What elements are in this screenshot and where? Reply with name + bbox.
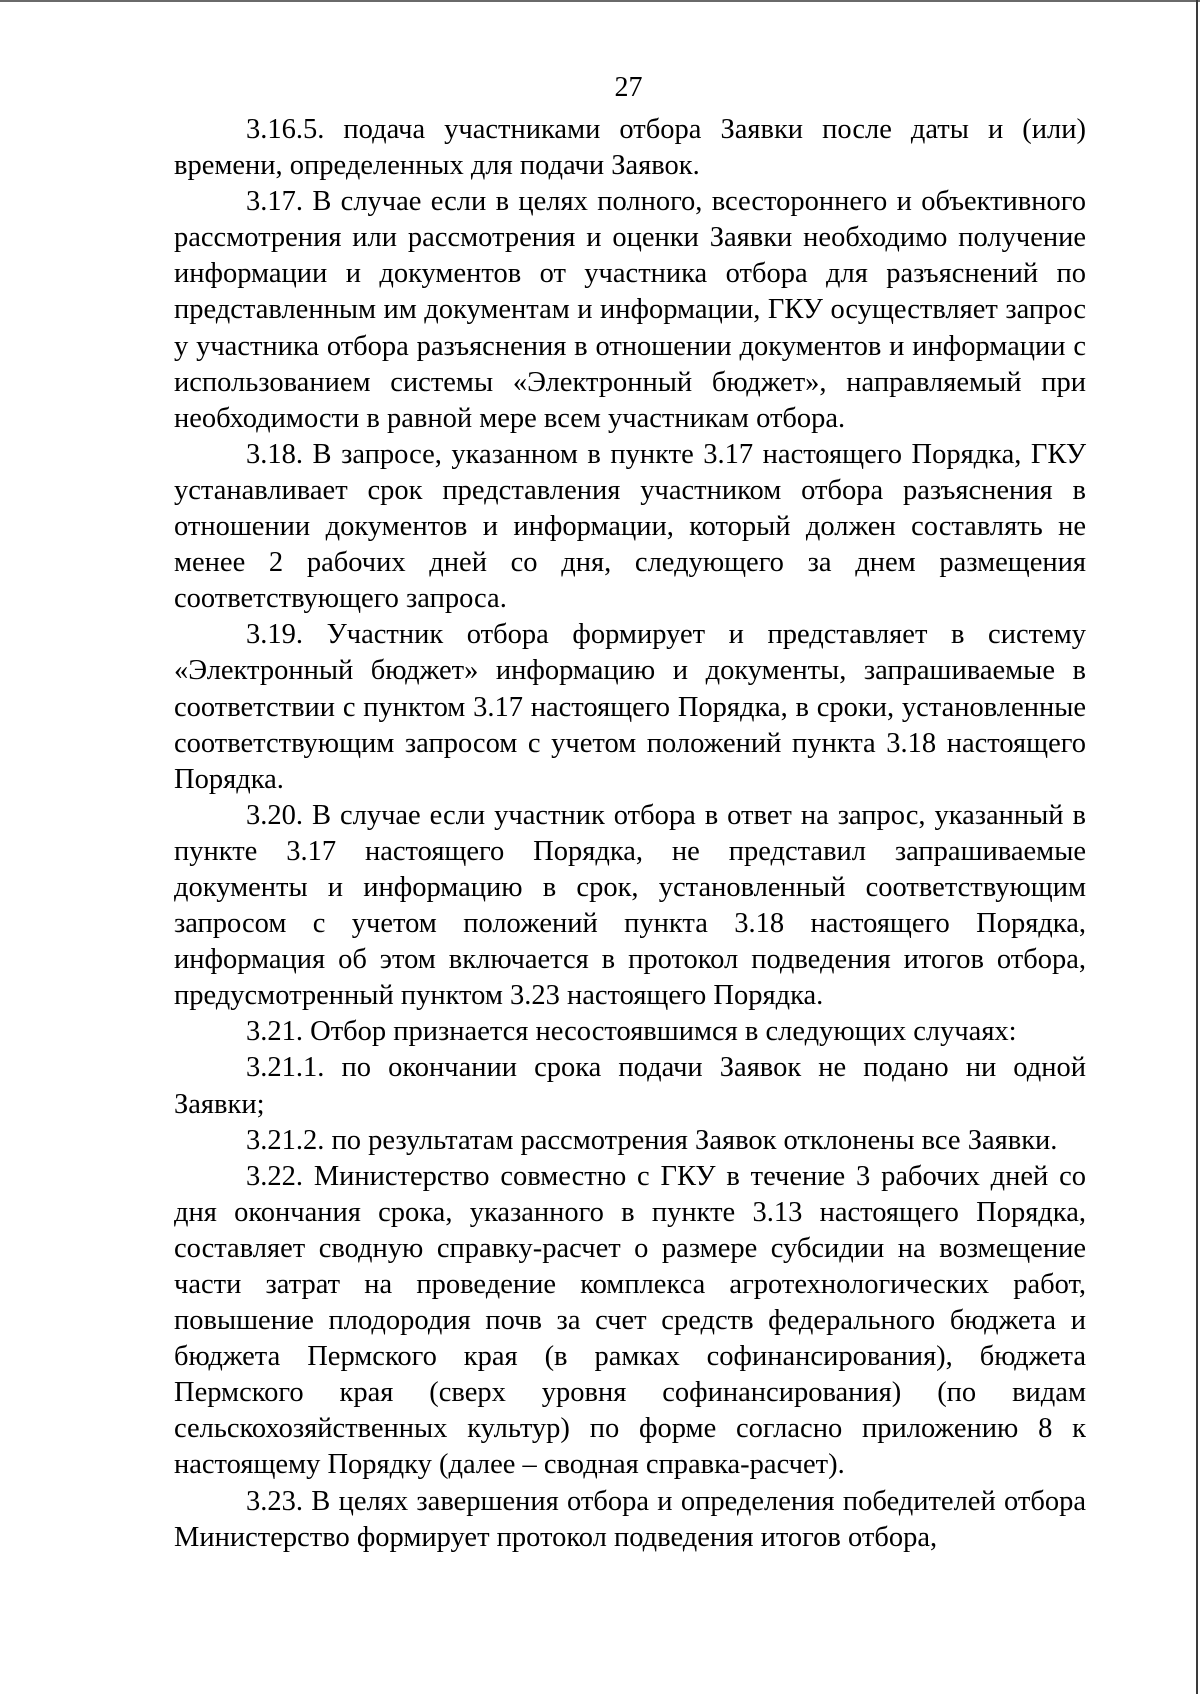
paragraph-3-18: 3.18. В запросе, указанном в пункте 3.17 настоящего Порядка, ГКУ устанавливает срок представления участником отбора разъяснения в отношении документов и информации, который должен составлять не менее 2 рабочих дней со дня, следующего за днем размещения соответствующего запроса.: [174, 438, 1086, 615]
scan-edge-right: [1196, 0, 1198, 1694]
paragraph-3-16-5: 3.16.5. подача участниками отбора Заявки после даты и (или) времени, определенных для подачи Заявок.: [174, 114, 1086, 182]
paragraph-3-21-1: 3.21.1. по окончании срока подачи Заявок не подано ни одной Заявки;: [174, 1052, 1086, 1120]
document-body: [174, 112, 1086, 1556]
scan-edge-top: [0, 0, 1200, 2]
paragraph-3-21-2: 3.21.2. по результатам рассмотрения Заявок отклонены все Заявки.: [246, 1124, 1058, 1156]
paragraph-3-21: 3.21. Отбор признается несостоявшимся в следующих случаях:: [246, 1016, 1017, 1048]
paragraph-3-19: 3.19. Участник отбора формирует и представляет в систему «Электронный бюджет» информацию и документы, запрашиваемые в соответствии с пунктом 3.17 настоящего Порядка, в сроки, установленные соответствующим запросом с учетом положений пункта 3.18 настоящего Порядка.: [174, 619, 1086, 795]
page-number: 27: [614, 72, 643, 103]
paragraph-3-22: 3.22. Министерство совместно с ГКУ в течение 3 рабочих дней со дня окончания срока, указанного в пункте 3.13 настоящего Порядка, составляет сводную справку-расчет о размере субсидии на возмещение части затрат на проведение комплекса агротехнологических работ, повышение плодородия почв за счет средств федерального бюджета и бюджета Пермского края (в рамках софинансирования), бюджета Пермского края (сверх уровня софинансирования) (по видам сельскохозяйственных культур) по форме согласно приложению 8 к настоящему Порядку (далее – сводная справка-расчет).: [174, 1160, 1086, 1481]
paragraph-3-23: 3.23. В целях завершения отбора и определения победителей отбора Министерство формирует протокол подведения итогов отбора,: [174, 1485, 1086, 1553]
paragraph-3-20: 3.20. В случае если участник отбора в ответ на запрос, указанный в пункте 3.17 настоящего Порядка, не представил запрашиваемые документы и информацию в срок, установленный соответствующим запросом с учетом положений пункта 3.18 настоящего Порядка, информация об этом включается в протокол подведения итогов отбора, предусмотренный пунктом 3.23 настоящего Порядка.: [174, 799, 1086, 1012]
paragraph-3-17: 3.17. В случае если в целях полного, всестороннего и объективного рассмотрения или рассмотрения и оценки Заявки необходимо получение информации и документов от участника отбора для разъяснений по представленным им документам и информации, ГКУ осуществляет запрос у участника отбора разъяснения в отношении документов и информации с использованием системы «Электронный бюджет», направляемый при необходимости в равной мере всем участникам отбора.: [174, 186, 1086, 434]
